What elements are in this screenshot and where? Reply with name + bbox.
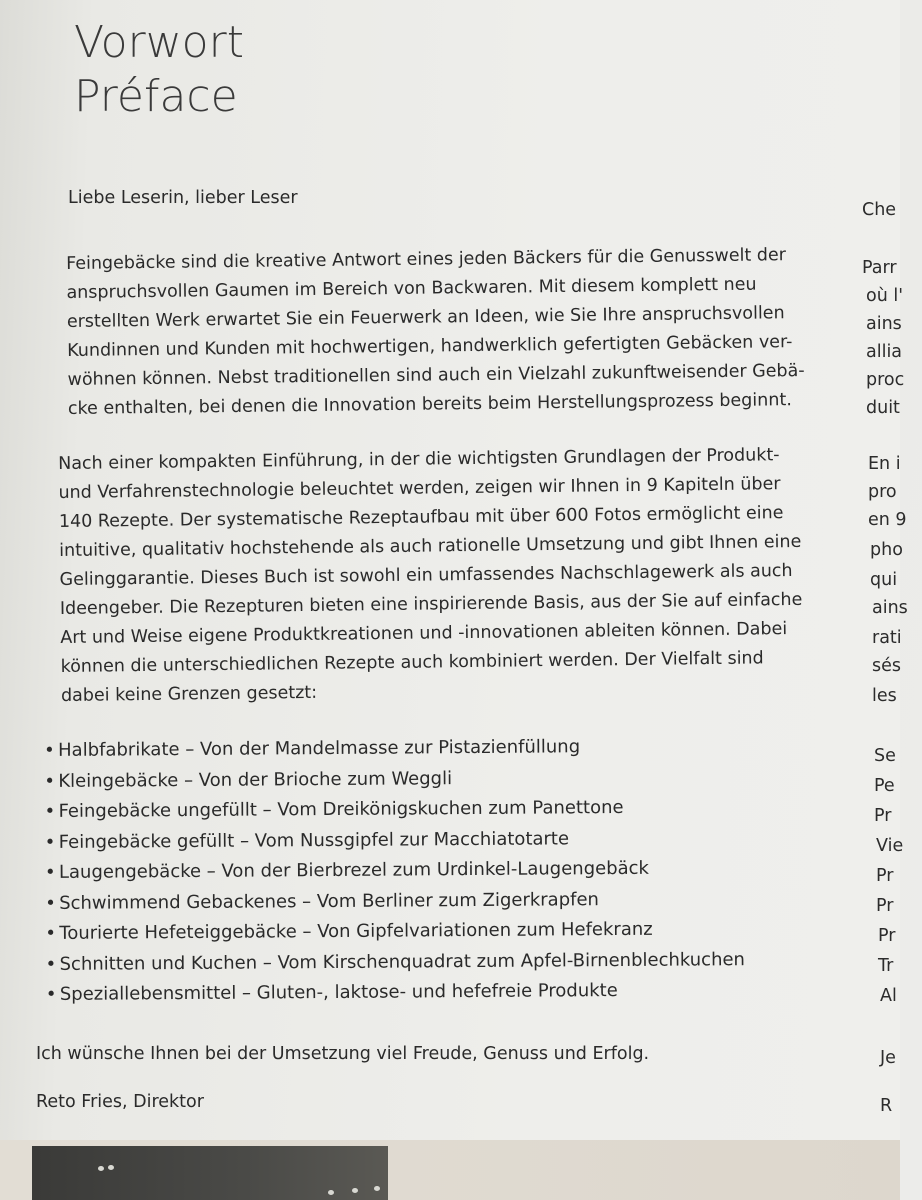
list-item [45,853,745,888]
bullet: • [44,831,56,853]
text-line: Kundinnen und Kunden mit hochwertigen, handwerklich gefertigten Gebäcken ver- [67,332,793,361]
list-item [44,792,744,827]
french-fragment: rati [872,628,902,648]
chapter-text: Schnitten und Kuchen – Vom Kirschenquadrat zum Apfel-Birnenblechkuchen [59,948,745,975]
french-fragment: Al [880,986,897,1006]
text-line: Nach einer kompakten Einführung, in der die wichtigsten Grundlagen der Produkt- [58,445,780,474]
french-fragment: Pr [878,926,896,946]
french-fragment: pho [870,540,903,560]
text-line: cke enthalten, bei denen die Innovation bereits beim Herstellungsprozess beginnt. [67,390,792,419]
chapter-text: Feingebäcke gefüllt – Vom Nussgipfel zur Macchiatotarte [58,827,570,853]
greeting: Liebe Leserin, lieber Leser [68,188,298,208]
french-fragment: proc [866,370,905,390]
chapter-list [44,731,745,1010]
text-line: 140 Rezepte. Der systematische Rezeptaufbau mit über 600 Fotos ermöglicht eine [58,503,784,532]
french-fragment: où l' [866,286,904,306]
french-fragment: Tr [878,956,894,976]
photo-highlight [374,1186,380,1191]
bullet: • [45,892,56,914]
paragraph-overview [58,440,851,711]
french-fragment: Pr [876,896,894,916]
signature: Reto Fries, Direktor [36,1092,204,1112]
list-item [46,975,746,1010]
list-item [45,884,745,919]
text-line: Ideengeber. Die Rezepturen bieten eine inspirierende Basis, aus der Sie auf einfache [59,589,803,619]
photo-highlight [352,1188,358,1193]
french-fragment: duit [866,398,900,418]
bullet: • [44,861,56,883]
list-item [44,762,744,797]
french-fragment: sés [872,656,902,676]
photo-highlight [328,1190,334,1195]
french-fragment: ains [866,314,902,334]
title-line-vorwort: Vorwort [74,17,244,68]
french-fragment: R [880,1096,893,1116]
chapter-text: Feingebäcke ungefüllt – Vom Dreikönigskuchen zum Panettone [58,796,624,822]
french-fragment: Je [880,1048,896,1068]
french-fragment: qui [870,570,898,590]
chapter-text: Kleingebäcke – Von der Brioche zum Weggli [58,767,453,792]
bullet: • [44,739,55,761]
text-line: und Verfahrenstechnologie beleuchtet werden, zeigen wir Ihnen in 9 Kapiteln über [58,474,781,503]
photo-highlight [98,1166,104,1171]
text-line: erstellten Werk erwartet Sie ein Feuerwerk an Ideen, wie Sie Ihre anspruchsvollen [66,303,785,332]
french-fragment: en 9 [868,510,907,530]
chapter-text: Schwimmend Gebackenes – Vom Berliner zum Zigerkrapfen [59,888,599,914]
text-line: anspruchsvollen Gaumen im Bereich von Backwaren. Mit diesem komplett neu [66,274,757,303]
french-fragment: pro [868,482,897,502]
chapter-text: Speziallebensmittel – Gluten-, laktose- und hefefreie Produkte [59,980,618,1005]
text-line: Gelinggarantie. Dieses Buch ist sowohl ein umfassendes Nachschlagewerk als auch [59,561,793,590]
french-fragment: les [872,686,897,706]
bullet: • [45,983,57,1005]
french-fragment: Vie [876,836,904,856]
page-title [74,16,244,124]
bullet: • [45,953,57,975]
french-fragment: En i [868,454,901,474]
text-line: dabei keine Grenzen gesetzt: [60,682,318,706]
bullet: • [44,770,56,792]
paragraph-intro [66,240,848,424]
bullet: • [44,800,56,822]
french-fragment: Pr [876,866,894,886]
closing-sentence: Ich wünsche Ihnen bei der Umsetzung viel Freude, Genuss und Erfolg. [36,1044,650,1064]
list-item [45,914,745,949]
photo-highlight [108,1165,114,1170]
french-fragment: Parr [862,258,897,278]
bullet: • [45,922,57,944]
french-fragment: Pr [874,806,892,826]
french-fragment: Se [874,746,896,766]
list-item [45,945,745,980]
bottom-photo-dark-area [32,1146,388,1200]
french-fragment: ains [872,598,908,618]
chapter-text: Tourierte Hefeteiggebäcke – Von Gipfelvariationen zum Hefekranz [59,918,653,944]
text-line: Feingebäcke sind die kreative Antwort eines jeden Bäckers für die Genusswelt der [66,245,787,274]
list-item [44,731,744,766]
text-line: wöhnen können. Nebst traditionellen sind auch ein Vielzahl zukunftweisender Gebä- [67,360,805,390]
title-line-preface: Préface [74,71,238,122]
chapter-text: Laugengebäcke – Von der Bierbrezel zum Urdinkel-Laugengebäck [58,857,650,883]
text-line: Art und Weise eigene Produktkreationen und -innovationen ableiten können. Dabei [60,619,788,648]
list-item [45,823,745,858]
text-line: können die unterschiedlichen Rezepte auch kombiniert werden. Der Vielfalt sind [60,648,764,677]
french-fragment: Pe [874,776,895,796]
french-column-cut-off [862,0,922,1140]
french-fragment: Che [862,200,897,220]
text-line: intuitive, qualitativ hochstehende als auch rationelle Umsetzung und gibt Ihnen eine [59,531,802,561]
chapter-text: Halbfabrikate – Von der Mandelmasse zur Pistazienfüllung [58,736,581,761]
french-fragment: allia [866,342,903,362]
